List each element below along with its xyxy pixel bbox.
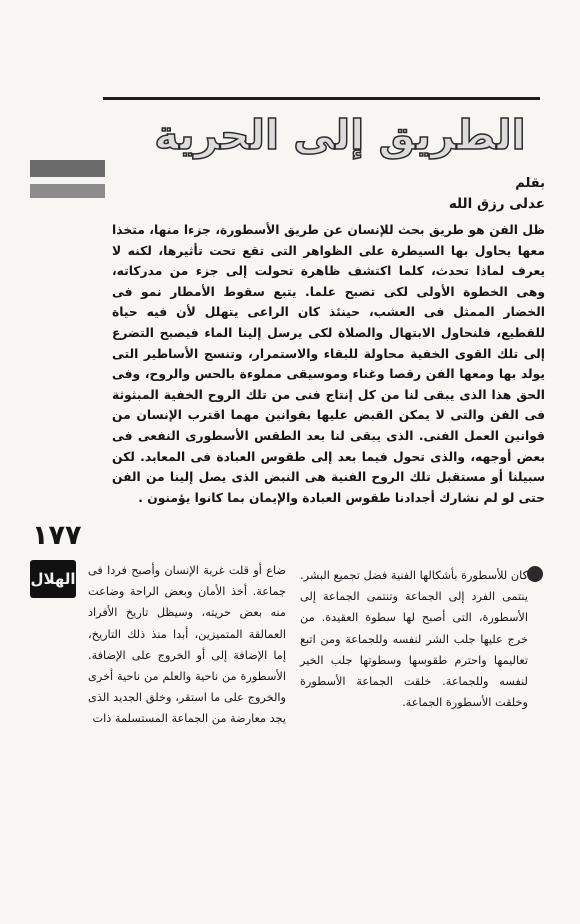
intro-text: ظل الفن هو طريق بحث للإنسان عن طريق الأسطورة، جزءا منها، متخذا معها يحاول بها السيطرة على الظواهر التى تقع تحت تأثيرها، لكنه لا يعرف لماذا تحدث، كلما اكتشف ظاهرة تحولت إلى جزء من مدركاته، وهى الخطوة الأولى لكى تصبح علما. يتبع سقوط الأمطار نمو فى الخضار الممثل فى العشب، حينئذ كان الراعى يتهلل لأن فيه حياة للقطيع، فلنحاول الابتهال والصلاة لكى يرسل إلينا الماء فيصبح التضرع إلى تلك القوى الخفية محاولة للبقاء والاستمرار، وتنسج الأساطير التى يولد بها ومعها الفن رقصا وغناء وموسيقى مملوءة بالحس والروح، وفى الحق هذا الذى يبقى لنا من كل إنتاج فنى من تلك الروح الخفية المبثوثة فى الفن والتى لا يمكن القبض عليها بقوانين مهما اقترب الإنسان من قوانين العمل الفنى. الذى يبقى لنا بعد الطقس الأسطورى النفعى فى بعض أوجهه، والذى تحول فيما بعد إلى طقوس العبادة فى المعابد. لكن سبيلنا أو مستقبل تلك الروح الفنية هى النبض الذى يصل إلينا من الفن حتى لو لم نشارك أجدادنا طقوس العبادة والإيمان بما كانوا يؤمنون . [112, 223, 545, 505]
column-text: كان للأسطورة بأشكالها الفنية فضل تجميع البشر. ينتمى الفرد إلى الجماعة وتنتمى الجماعة إلى الأسطورة، التى أصبح لها سطوة العقيدة. من خرج عليها جلب الشر لنفسه وللجماعة ومن اتبع تعاليمها واحترم طقوسها وسطوتها جلب الخير لنفسه وللجماعة. خلقت الجماعة الأسطورة وخلقت الأسطورة الجماعة. [300, 569, 528, 710]
body-column-right [300, 565, 528, 713]
column-text: ضاع أو قلت غربة الإنسان وأصبح فردا فى جماعة. أخذ الأمان وبعض الراحة وضاعت منه بعض حريته، وسيظل تاريخ الأفراد العمالقة المتميزين، أبدا منذ ذلك التاريخ، إما الإضافة إلى أو الخروج على الإضافة. الأسطورة من ناحية والعلم من ناحية أخرى والخروج على ما استقر، وخلق الجديد الذى يجد معارضة من الجماعة المستسلمة ذات [88, 564, 286, 726]
top-rule [103, 97, 540, 100]
page-number: ١٧٧ [32, 520, 82, 551]
paragraph-ornament-icon [527, 566, 543, 582]
decorative-bar [30, 160, 105, 177]
body-column-left [88, 560, 286, 730]
article-title: الطريق إلى الحرية [154, 111, 526, 159]
decorative-bar [30, 184, 105, 198]
magazine-logo-text: الهلال [30, 570, 76, 588]
author-name: عدلى رزق الله [448, 196, 545, 212]
magazine-logo [30, 560, 76, 598]
byline-label: بقلم [515, 176, 545, 191]
intro-paragraph [112, 220, 545, 508]
